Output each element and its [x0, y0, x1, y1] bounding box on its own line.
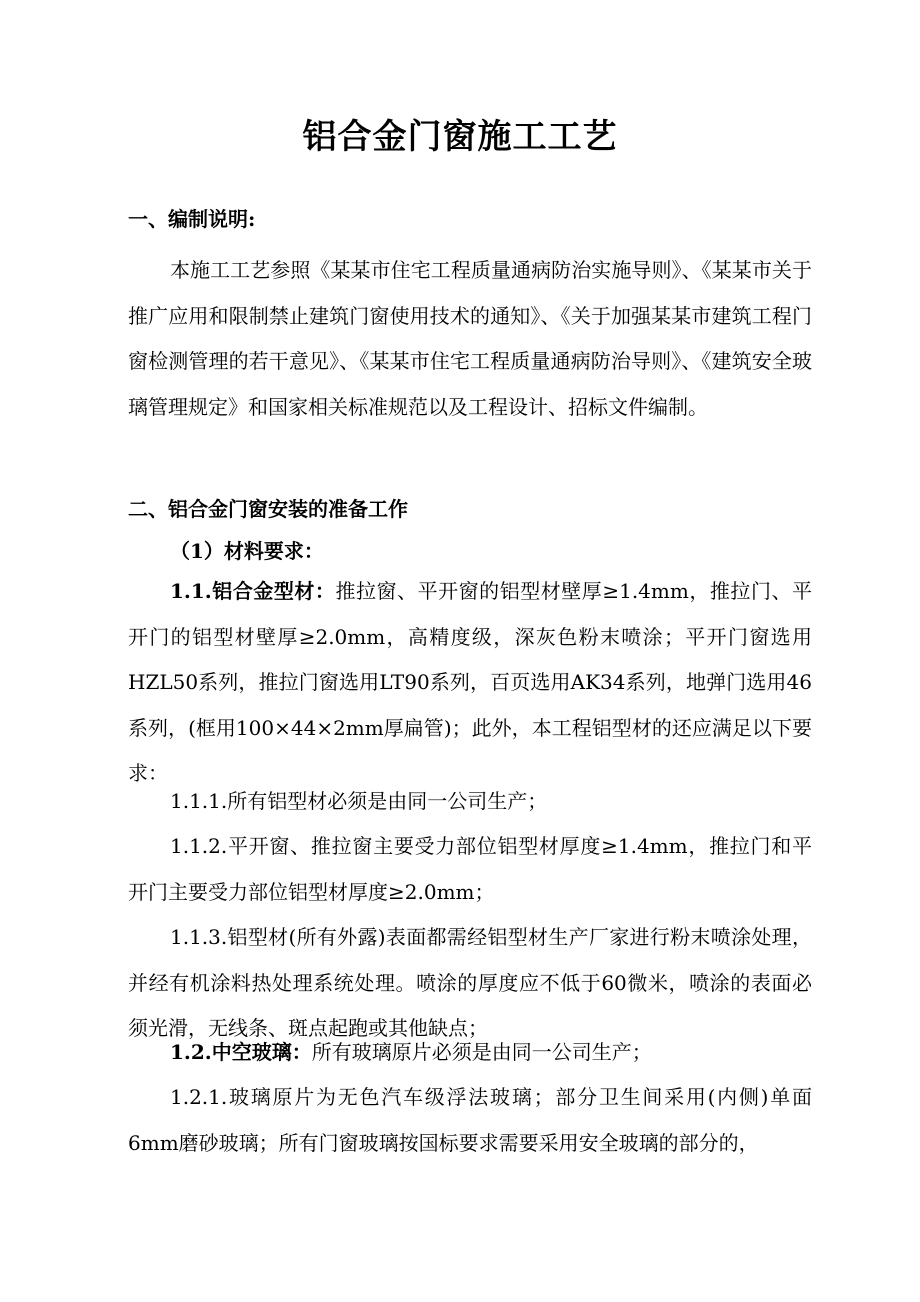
item-1-1-1 — [128, 779, 812, 825]
item-1-2-1 — [128, 1075, 812, 1166]
item-text-1-1-1: 1.1.1.所有铝型材必须是由同一公司生产； — [170, 789, 548, 813]
section-heading-preparation-work: 二、铝合金门窗安装的准备工作 — [128, 497, 408, 521]
item-text-1-1-3: 1.1.3.铝型材(所有外露)表面都需经铝型材生产厂家进行粉末喷涂处理，并经有机涂料热处理系统处理。喷涂的厚度应不低于60微米，喷涂的表面必须光滑，无线条、斑点起跑或其他缺点； — [128, 925, 812, 1040]
item-insulated-glass — [128, 1030, 812, 1076]
item-text-insulated-glass: 所有玻璃原片必须是由同一公司生产； — [311, 1040, 652, 1064]
compilation-notes-paragraph: 本施工工艺参照《某某市住宅工程质量通病防治实施导则》、《某某市关于推广应用和限制禁止建筑门窗使用技术的通知》、《关于加强某某市建筑工程门窗检测管理的若干意见》、《某某市住宅工程质量通病防治导则》、《建筑安全玻璃管理规定》和国家相关标准规范以及工程设计、招标文件编制。 — [128, 258, 812, 419]
item-text-1-1-2: 1.1.2.平开窗、推拉窗主要受力部位铝型材厚度≥1.4mm，推拉门和平开门主要受力部位铝型材厚度≥2.0mm； — [128, 834, 812, 904]
item-aluminum-profile — [128, 569, 812, 797]
item-lead-insulated-glass: 1.2.中空玻璃： — [170, 1040, 312, 1064]
document-title: 铝合金门窗施工工艺 — [302, 117, 618, 157]
item-lead-aluminum-profile: 1.1.铝合金型材： — [170, 579, 336, 603]
subheading-material-requirements: （1）材料要求： — [170, 539, 324, 563]
item-text-aluminum-profile: 推拉窗、平开窗的铝型材壁厚≥1.4mm，推拉门、平开门的铝型材壁厚≥2.0mm，高精度级，深灰色粉末喷涂；平开门窗选用HZL50系列，推拉门窗选用LT90系列，百页选用AK34系列，地弹门选用46系列，(框用100×44×2mm厚扁管)；此外，本工程铝型材的还应满足以下要求： — [128, 579, 812, 785]
item-text-1-2-1: 1.2.1.玻璃原片为无色汽车级浮法玻璃；部分卫生间采用(内侧)单面6mm磨砂玻璃；所有门窗玻璃按国标要求需要采用安全玻璃的部分的， — [128, 1085, 812, 1155]
section-heading-compilation-notes: 一、编制说明: — [128, 207, 256, 231]
item-1-1-2 — [128, 824, 812, 915]
